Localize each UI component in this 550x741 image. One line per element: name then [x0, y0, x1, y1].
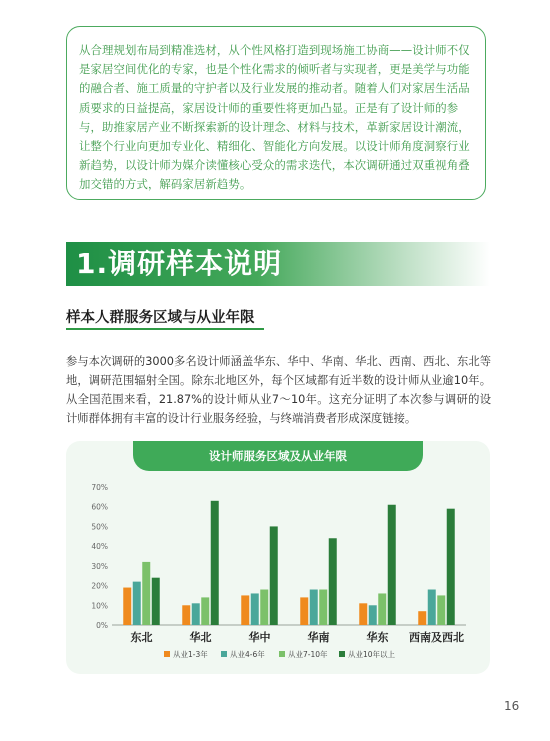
bar [251, 593, 259, 625]
x-category-label: 华中 [248, 631, 271, 644]
x-category-label: 东北 [130, 631, 153, 644]
bar [142, 562, 150, 625]
y-tick-label: 10% [91, 601, 108, 611]
bar [260, 590, 268, 625]
chart-title: 设计师服务区域及从业年限 [209, 449, 347, 463]
x-category-label: 华东 [366, 631, 389, 644]
y-tick-label: 20% [91, 581, 108, 591]
y-tick-label: 0% [96, 621, 108, 630]
bar [418, 611, 426, 625]
bar [369, 605, 377, 625]
y-tick-label: 30% [91, 561, 108, 571]
bar [329, 538, 337, 625]
bar [152, 578, 160, 625]
legend-swatch [279, 651, 285, 657]
bar [388, 505, 396, 625]
bar-chart [66, 441, 490, 674]
section-title-bar [66, 242, 490, 286]
bar [241, 595, 249, 625]
y-tick-label: 70% [91, 483, 108, 492]
intro-text: 从合理规划布局到精准选材，从个性风格打造到现场施工协商——设计师不仅是家居空间优化的专家，也是个性化需求的倾听者与实现者，更是美学与功能的融合者、施工质量的守护者以及行业发展的推动者。随着人们对家居生活品质要求的日益提高，家居设计师的重要性将更加凸显。正是有了设计师的参与，助推家居产业不断探索新的设计理念、材料与技术，革新家居设计潮流，让整个行业向更加专业化、精细化、智能化方向发展。以设计师角度洞察行业新趋势，以设计师为媒介读懂核心受众的需求迭代，本次调研通过双重视角叠加交错的方式，解码家居新趋势。 [79, 43, 470, 192]
x-category-label: 西南及西北 [409, 631, 464, 644]
body-paragraph: 参与本次调研的3000多名设计师涵盖华东、华中、华南、华北、西南、西北、东北等地，调研范围辐射全国。除东北地区外，每个区域都有近半数的设计师从业逾10年。从全国范围来看，21.87%的设计师从业7～10年。这充分证明了本次参与调研的设计师群体拥有丰富的设计行业服务经验，与终端消费者形成深度链接。 [66, 355, 491, 425]
legend-swatch [339, 651, 345, 657]
legend-swatch [221, 651, 227, 657]
bar [270, 526, 278, 625]
subheading-underline [66, 328, 264, 330]
y-tick-label: 40% [91, 542, 108, 552]
legend-label: 从业1-3年 [173, 650, 208, 659]
bar [437, 595, 445, 625]
legend-swatch [164, 651, 170, 657]
legend-label: 从业10年以上 [348, 650, 396, 659]
section-title: 1.调研样本说明 [76, 247, 283, 280]
bar [310, 590, 318, 625]
bar [123, 588, 131, 625]
legend-label: 从业7-10年 [288, 650, 328, 659]
bar [192, 603, 200, 625]
bar [319, 590, 327, 625]
chart-card [66, 441, 490, 674]
x-category-label: 华北 [189, 631, 212, 644]
y-tick-label: 50% [91, 522, 108, 532]
bar [378, 593, 386, 625]
y-tick-label: 60% [91, 502, 108, 512]
bar [211, 501, 219, 625]
bar [300, 597, 308, 625]
bar [428, 590, 436, 625]
bar [133, 582, 141, 625]
bar [447, 509, 455, 625]
x-category-label: 华南 [307, 631, 330, 644]
bar [201, 597, 209, 625]
bar [182, 605, 190, 625]
bar [359, 603, 367, 625]
subheading: 样本人群服务区域与从业年限 [66, 310, 255, 326]
legend-label: 从业4-6年 [230, 650, 265, 659]
page-number: 16 [504, 699, 520, 713]
intro-box [66, 26, 486, 200]
